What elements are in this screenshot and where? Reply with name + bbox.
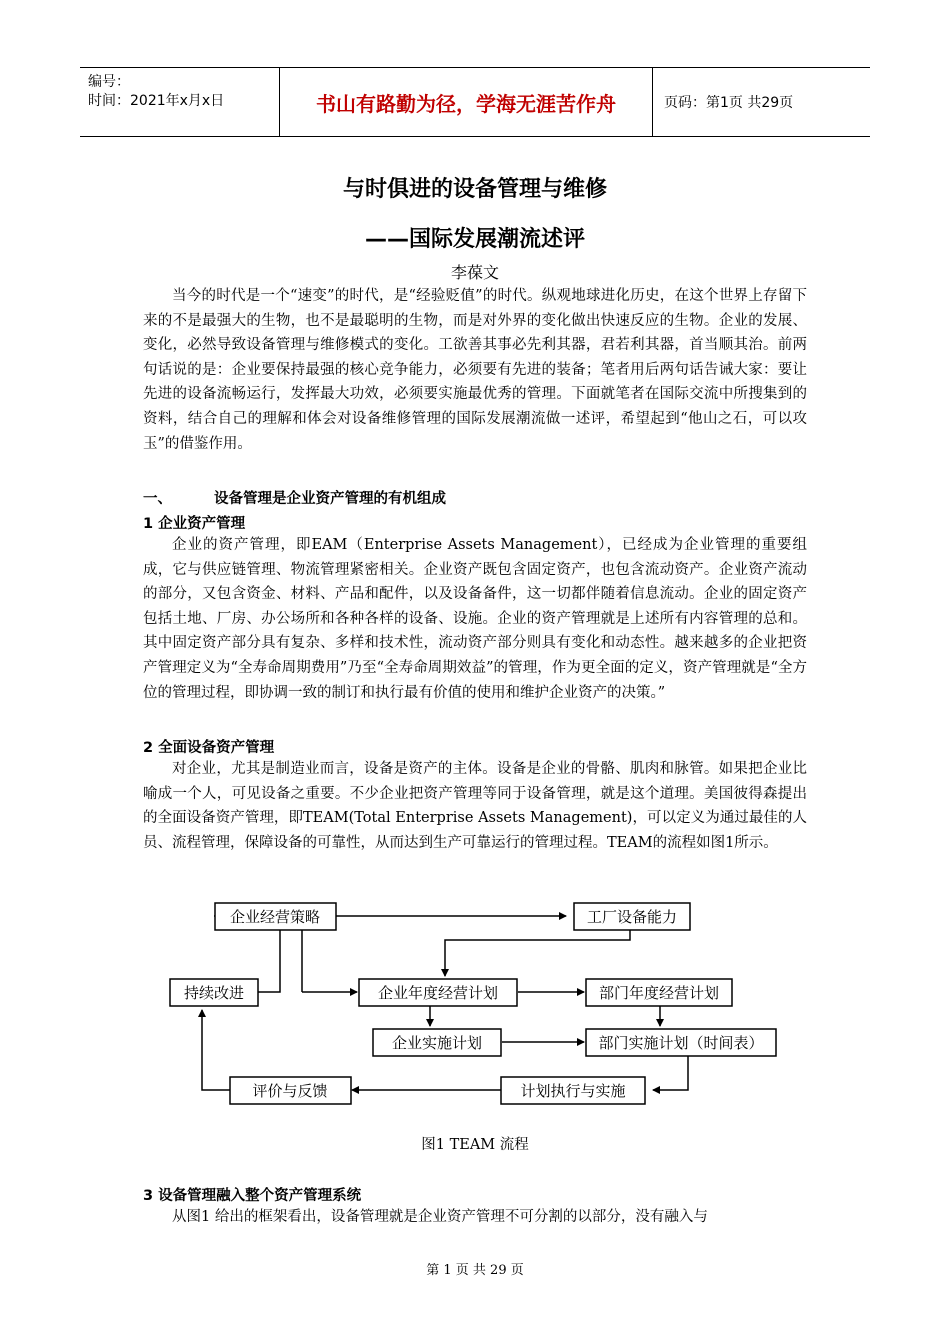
label-impl-plan: 企业实施计划 xyxy=(391,1034,483,1052)
arrow-evaluate-to-improve xyxy=(202,1010,230,1090)
header-page-info: 页码：第1页 共29页 xyxy=(664,95,794,111)
label-dept-impl-plan: 部门实施计划（时间表） xyxy=(598,1034,764,1052)
label-execute: 计划执行与实施 xyxy=(520,1082,626,1100)
header-motto: 书山有路勤为径，学海无涯苦作舟 xyxy=(280,68,653,136)
document-number-label: 编号： xyxy=(88,74,130,90)
section-title: 设备管理是企业资产管理的有机组成 xyxy=(214,491,446,507)
arrow-capacity-to-annual-plan xyxy=(445,928,630,976)
label-evaluate: 评价与反馈 xyxy=(252,1082,328,1100)
document-title: 与时俱进的设备管理与维修 xyxy=(342,177,607,202)
subheading-1: 1 企业资产管理 xyxy=(143,516,246,532)
subheading-2: 2 全面设备资产管理 xyxy=(143,740,275,756)
label-dept-annual-plan: 部门年度经营计划 xyxy=(598,984,720,1002)
arrow-dept-impl-to-execute xyxy=(653,1056,688,1090)
paragraph-integration: 从图1 给出的框架看出，设备管理就是企业资产管理不可分割的以部分，没有融入与 xyxy=(172,1209,708,1225)
label-capacity: 工厂设备能力 xyxy=(586,908,678,926)
author: 李葆文 xyxy=(450,263,499,282)
label-improve: 持续改进 xyxy=(183,984,245,1002)
label-strategy: 企业经营策略 xyxy=(229,908,321,926)
intro-paragraph: 当今的时代是一个“速变”的时代，是“经验贬值”的时代。纵观地球进化历史，在这个世界上存留下来的不是最强大的生物，也不是最聪明的生物，而是对外界的变化做出快速反应的生物。企业的发展、变化，必然导致设备管理与维修模式的变化。工欲善其事必先利其器，君若利其器，首当顺其治。前两句话说的是：企业要保持最强的核心竞争能力，必须要有先进的装备；笔者用后两句话告诫大家：要让先进的设备流畅运行，发挥最大功效，必须要实施最优秀的管理。下面就笔者在国际交流中所搜集到的资料，结合自己的理解和体会对设备维修管理的国际发展潮流做一述评，希望起到“他山之石，可以攻玉”的借鉴作用。 xyxy=(143,288,807,452)
figure-caption: 图1 TEAM 流程 xyxy=(421,1137,529,1153)
page-footer: 第 1 页 共 29 页 xyxy=(426,1263,524,1278)
paragraph-team: 对企业，尤其是制造业而言，设备是资产的主体。设备是企业的骨骼、肌肉和脉管。如果把企业比喻成一个人，可见设备之重要。不少企业把资产管理等同于设备管理，就是这个道理。美国彼得森提出的全面设备资产管理，即TEAM(Total Enterprise Assets Management)，可以定义为通过最佳的人员、流程管理，保障设备的可靠性，从而达到生产可靠运行的管理过程。TEAM的流程如图1所示。 xyxy=(143,761,807,851)
paragraph-asset-management: 企业的资产管理，即EAM（Enterprise Assets Management），已经成为企业管理的重要组成，它与供应链管理、物流管理紧密相关。企业资产既包含固定资产，也包含流动资产。企业资产流动的部分，又包含资金、材料、产品和配件，以及设备备件，这一切都伴随着信息流动。企业的固定资产包括土地、厂房、办公场所和各种各样的设备、设施。企业的资产管理就是上述所有内容管理的总和。其中固定资产部分具有复杂、多样和技术性，流动资产部分则具有变化和动态性。越来越多的企业把资产管理定义为“全寿命周期费用”乃至“全寿命周期效益”的管理，作为更全面的定义，资产管理就是“全方位的管理过程，即协调一致的制订和执行最有价值的使用和维护企业资产的决策。” xyxy=(143,537,807,701)
section-number: 一、 xyxy=(143,491,172,507)
document-subtitle: ——国际发展潮流述评 xyxy=(364,227,585,252)
subheading-3: 3 设备管理融入整个资产管理系统 xyxy=(143,1188,362,1204)
label-annual-plan: 企业年度经营计划 xyxy=(377,984,499,1002)
document-date: 时间：2021年x月x日 xyxy=(88,93,225,109)
